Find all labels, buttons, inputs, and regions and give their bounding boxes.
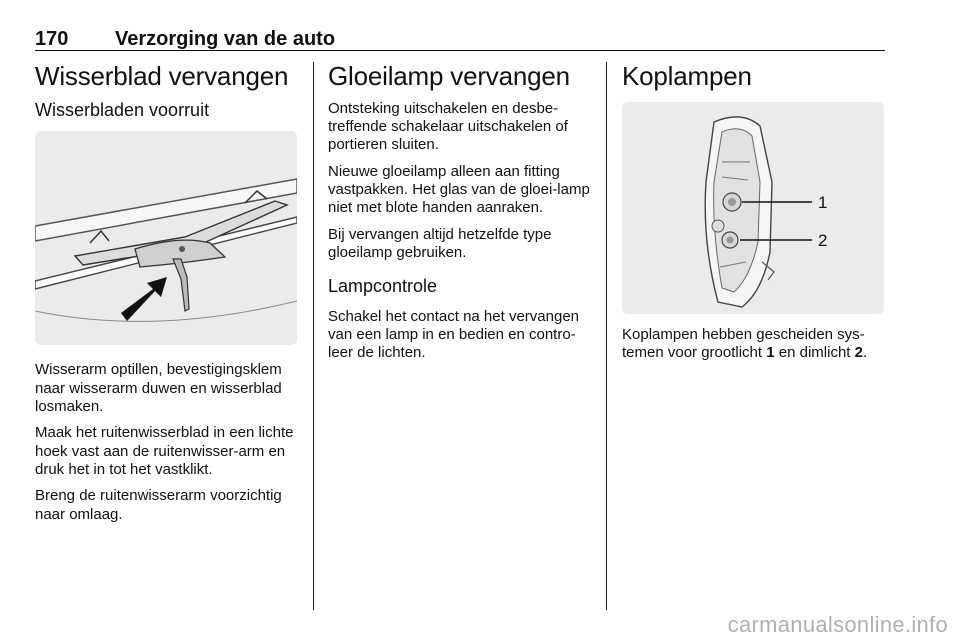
wiper-illustration	[35, 131, 297, 345]
paragraph: Ontsteking uitschakelen en desbe-treffende schakelaar uitschakelen of portieren sluiten.	[328, 99, 568, 154]
subsection-heading-lamp-check: Lampcontrole	[328, 276, 438, 297]
caption-text: .	[862, 344, 868, 362]
callout-2: 2	[818, 230, 828, 250]
caption-text: en dimlicht	[774, 344, 855, 362]
subsection-heading-windscreen-wipers: Wisserbladen voorruit	[35, 99, 210, 120]
column-headlamps	[622, 62, 886, 370]
column-bulb-replacement	[328, 62, 590, 371]
section-heading-headlamps: Koplampen	[622, 61, 752, 91]
column-divider	[606, 62, 607, 610]
callout-1: 1	[818, 192, 828, 212]
column-wiper-blade	[35, 62, 299, 532]
column-divider	[313, 62, 314, 610]
page-number: 170	[35, 28, 69, 50]
paragraph: Wisserarm optillen, bevestigingsklem naar wisserarm duwen en wisserblad losmaken.	[35, 361, 282, 416]
running-title: Verzorging van de auto	[115, 28, 336, 50]
paragraph: Breng de ruitenwisserarm voorzichtig naar omlaag.	[35, 487, 282, 523]
paragraph: Bij vervangen altijd hetzelfde type gloeilamp gebruiken.	[328, 225, 552, 261]
caption-ref-2: 2	[854, 344, 863, 362]
section-heading-bulb: Gloeilamp vervangen	[328, 61, 570, 91]
header-rule	[35, 50, 885, 51]
caption-ref-1: 1	[766, 344, 775, 362]
headlamp-illustration	[622, 102, 884, 314]
paragraph: Schakel het contact na het vervangen van een lamp in en bedien en contro-leer de lichten.	[328, 307, 580, 362]
section-heading-wiper: Wisserblad vervangen	[35, 61, 289, 91]
headlamp-caption	[622, 326, 886, 363]
watermark: carmanualsonline.info	[727, 612, 948, 637]
paragraph: Nieuwe gloeilamp alleen aan fitting vastpakken. Het glas van de gloei-lamp niet met blote handen aanraken.	[328, 162, 590, 217]
paragraph: Maak het ruitenwisserblad in een lichte hoek vast aan de ruitenwisser-arm en druk het in tot het vastklikt.	[35, 424, 294, 478]
caption-text: Koplampen hebben gescheiden sys-temen voor grootlicht	[622, 325, 865, 362]
